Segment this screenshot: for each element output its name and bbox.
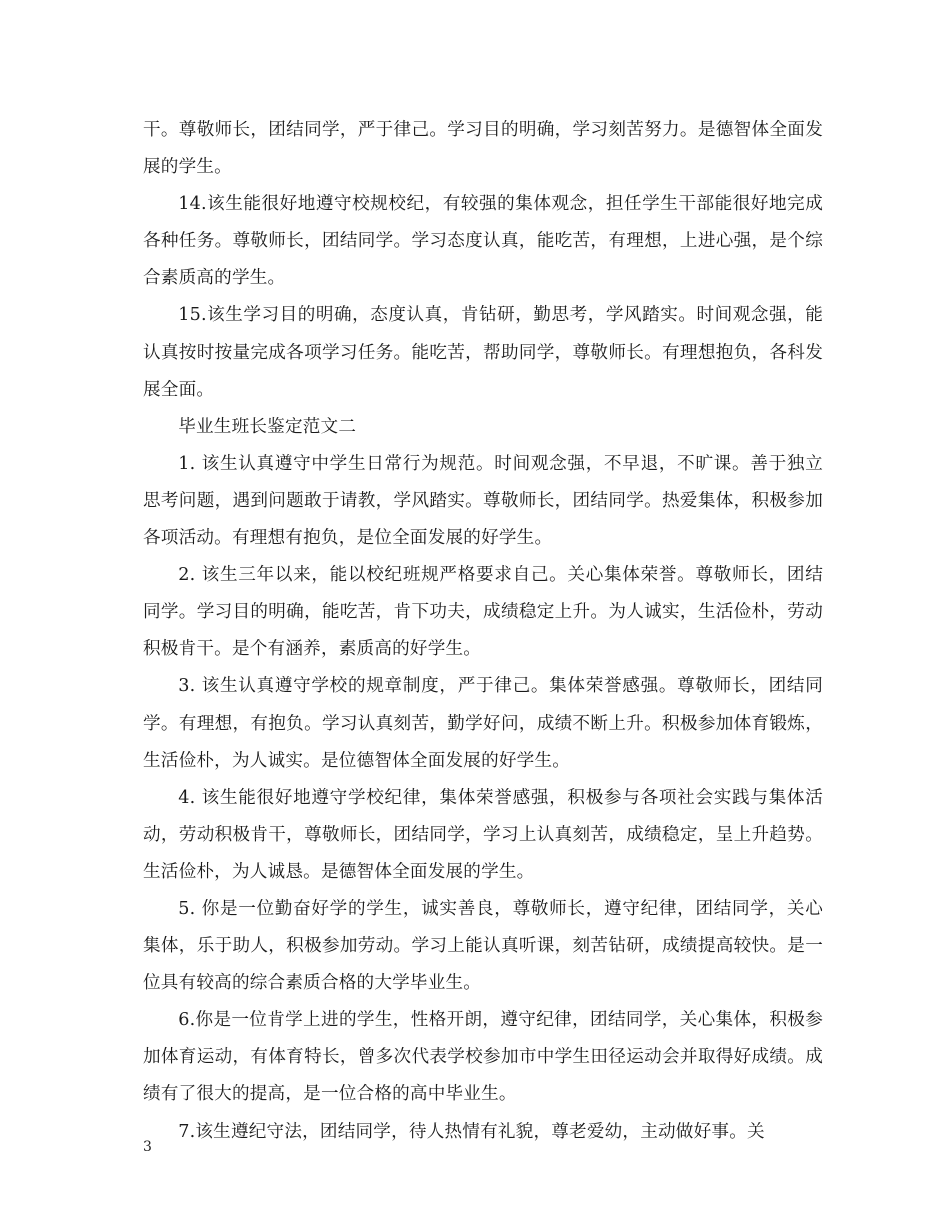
document-body (143, 112, 823, 1151)
paragraph-continued: 干。尊敬师长，团结同学，严于律己。学习目的明确，学习刻苦努力。是德智体全面发展的学生。 (143, 120, 823, 178)
paragraph-item-6: 6.你是一位肯学上进的学生，性格开朗，遵守纪律，团结同学，关心集体，积极参加体育运动，有体育特长，曾多次代表学校参加市中学生田径运动会并取得好成绩。成绩有了很大的提高，是一位合格的高中毕业生。 (143, 1010, 823, 1105)
paragraph-item-4: 4. 该生能很好地遵守学校纪律，集体荣誉感强，积极参与各项社会实践与集体活动，劳动积极肯干，尊敬师长，团结同学，学习上认真刻苦，成绩稳定，呈上升趋势。生活俭朴，为人诚恳。是德智体全面发展的学生。 (143, 787, 823, 882)
page-number: 3 (143, 1139, 152, 1155)
paragraph-item-14: 14.该生能很好地遵守校规校纪，有较强的集体观念，担任学生干部能很好地完成各种任务。尊敬师长，团结同学。学习态度认真，能吃苦，有理想，上进心强，是个综合素质高的学生。 (143, 194, 823, 289)
paragraph-item-5: 5. 你是一位勤奋好学的学生，诚实善良，尊敬师长，遵守纪律，团结同学，关心集体，乐于助人，积极参加劳动。学习上能认真听课，刻苦钻研，成绩提高较快。是一位具有较高的综合素质合格的大学毕业生。 (143, 898, 823, 994)
paragraph-item-1: 1. 该生认真遵守中学生日常行为规范。时间观念强，不早退，不旷课。善于独立思考问题，遇到问题敢于请教，学风踏实。尊敬师长，团结同学。热爱集体，积极参加各项活动。有理想有抱负，是位全面发展的好学生。 (143, 453, 823, 549)
paragraph-item-7: 7.该生遵纪守法，团结同学，待人热情有礼貌，尊老爱幼，主动做好事。关 (178, 1121, 765, 1142)
paragraph-item-2: 2. 该生三年以来，能以校纪班规严格要求自己。关心集体荣誉。尊敬师长，团结同学。学习目的明确，能吃苦，肯下功夫，成绩稳定上升。为人诚实，生活俭朴，劳动积极肯干。是个有涵养，素质高的好学生。 (143, 565, 823, 660)
section-heading: 毕业生班长鉴定范文二 (178, 416, 357, 437)
paragraph-item-3: 3. 该生认真遵守学校的规章制度，严于律己。集体荣誉感强。尊敬师长，团结同学。有理想，有抱负。学习认真刻苦，勤学好问，成绩不断上升。积极参加体育锻炼，生活俭朴，为人诚实。是位德智体全面发展的好学生。 (143, 676, 823, 771)
paragraph-item-15: 15.该生学习目的明确，态度认真，肯钻研，勤思考，学风踏实。时间观念强，能认真按时按量完成各项学习任务。能吃苦，帮助同学，尊敬师长。有理想抱负，各科发展全面。 (143, 305, 823, 400)
